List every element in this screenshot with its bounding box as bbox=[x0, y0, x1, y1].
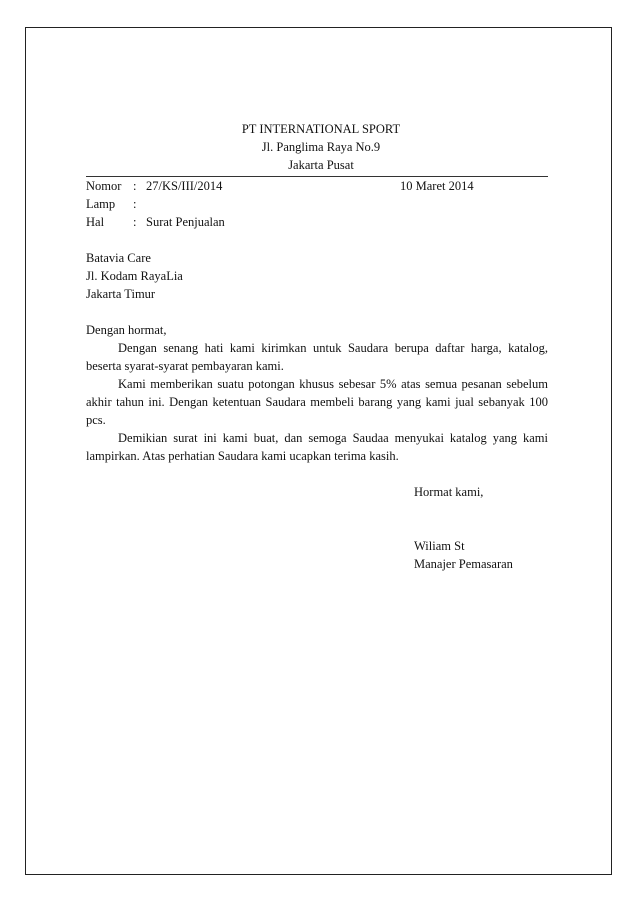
meta-row-hal bbox=[86, 213, 548, 231]
body-paragraph: Kami memberikan suatu potongan khusus sebesar 5% atas semua pesanan sebelum akhir tahun ini. Dengan ketentuan Saudara membeli barang yang kami jual sebanyak 100 pcs. bbox=[86, 377, 548, 427]
letter-date: 10 Maret 2014 bbox=[400, 179, 474, 193]
meta-row-lamp bbox=[86, 195, 548, 213]
body-paragraph: Demikian surat ini kami buat, dan semoga Saudaa menyukai katalog yang kami lampirkan. Atas perhatian Saudara kami ucapkan terima kasih. bbox=[86, 431, 548, 463]
hal-label: Hal bbox=[86, 215, 105, 229]
company-city: Jakarta Pusat bbox=[288, 158, 354, 172]
hal-colon: : bbox=[133, 215, 137, 229]
meta-row-nomor bbox=[86, 177, 548, 195]
signer-title: Manajer Pemasaran bbox=[414, 557, 513, 571]
signer-name: Wiliam St bbox=[414, 539, 465, 553]
company-street: Jl. Panglima Raya No.9 bbox=[261, 140, 381, 154]
closing-salutation: Hormat kami, bbox=[414, 485, 484, 499]
company-name: PT INTERNATIONAL SPORT bbox=[241, 122, 401, 136]
recipient-address bbox=[86, 249, 548, 303]
nomor-value: 27/KS/III/2014 bbox=[146, 179, 223, 193]
signature-block bbox=[414, 537, 548, 573]
greeting: Dengan hormat, bbox=[86, 323, 167, 337]
letter bbox=[86, 120, 548, 573]
nomor-colon: : bbox=[133, 179, 137, 193]
nomor-label: Nomor bbox=[86, 179, 122, 193]
body-paragraph: Dengan senang hati kami kirimkan untuk Saudara berupa daftar harga, katalog, beserta syarat-syarat pembayaran kami. bbox=[86, 341, 548, 373]
lamp-label: Lamp bbox=[86, 197, 116, 211]
recipient-name: Batavia Care bbox=[86, 251, 151, 265]
recipient-street: Jl. Kodam RayaLia bbox=[86, 269, 183, 283]
letter-meta bbox=[86, 177, 548, 231]
recipient-city: Jakarta Timur bbox=[86, 287, 156, 301]
letterhead bbox=[86, 120, 556, 174]
hal-value: Surat Penjualan bbox=[146, 215, 225, 229]
closing bbox=[414, 483, 548, 501]
lamp-colon: : bbox=[133, 197, 137, 211]
